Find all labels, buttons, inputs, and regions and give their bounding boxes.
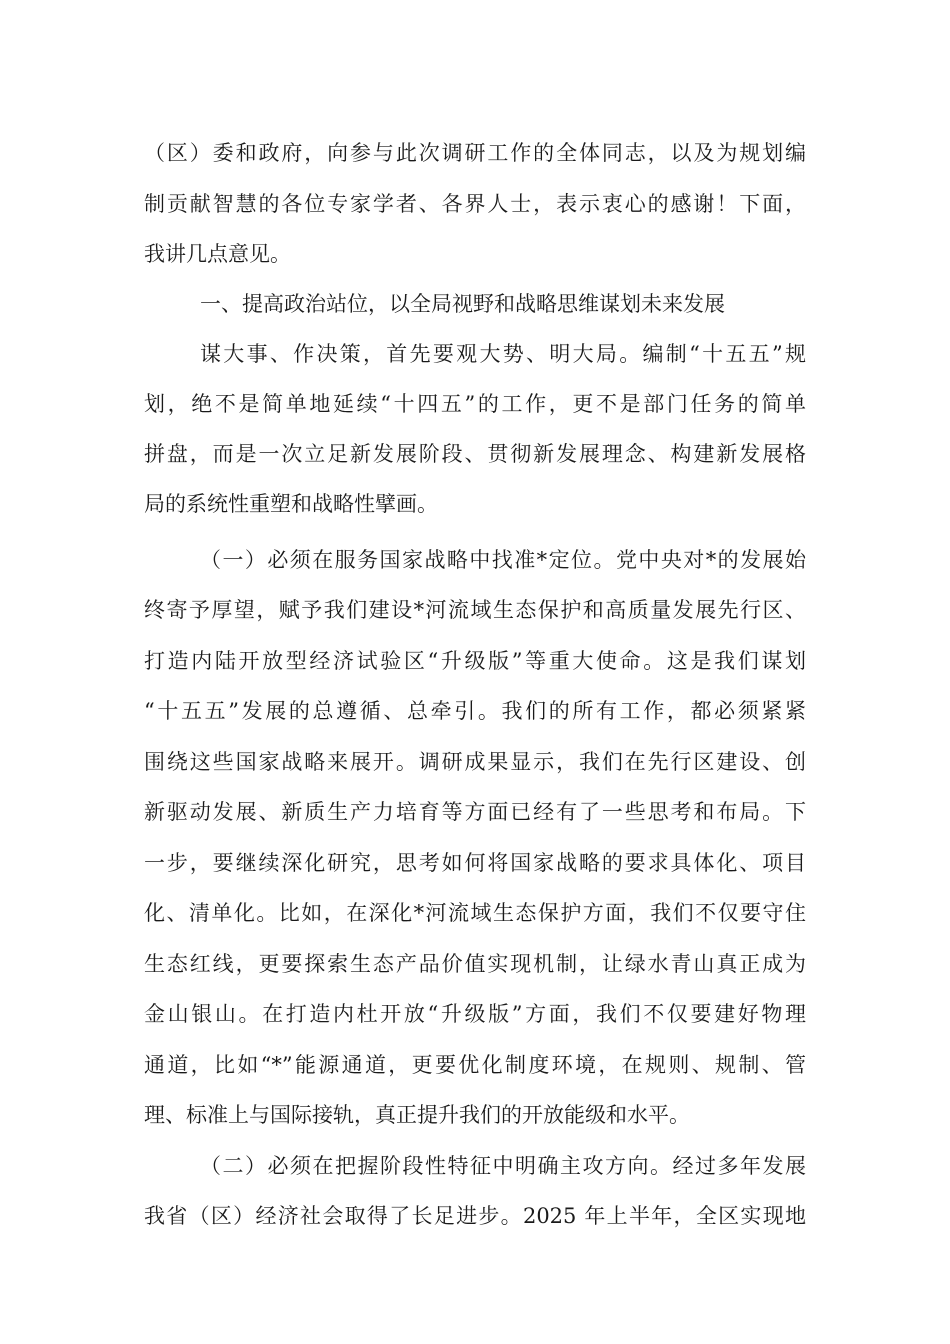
paragraph-line: （二）必须在把握阶段性特征中明确主攻方向。经过多年发展 xyxy=(200,1154,806,1178)
paragraph-line: 谋大事、作决策，首先要观大势、明大局。编制“十五五”规 xyxy=(200,342,806,366)
paragraph-line: 通道，比如“*”能源通道，更要优化制度环境，在规则、规制、管 xyxy=(144,1053,806,1077)
paragraph-line: 生态红线，更要探索生态产品价值实现机制，让绿水青山真正成为 xyxy=(144,952,806,976)
paragraph-line: 理、标准上与国际接轨，真正提升我们的开放能级和水平。 xyxy=(144,1103,690,1127)
paragraph-line: （区）委和政府，向参与此次调研工作的全体同志，以及为规划编 xyxy=(144,141,806,165)
paragraph-line: 划，绝不是简单地延续“十四五”的工作，更不是部门任务的简单 xyxy=(144,392,806,416)
paragraph-line: （一）必须在服务国家战略中找准*定位。党中央对*的发展始 xyxy=(200,548,806,572)
section-heading: 一、提高政治站位，以全局视野和战略思维谋划未来发展 xyxy=(200,292,725,316)
paragraph-line: 局的系统性重塑和战略性擘画。 xyxy=(144,492,438,516)
paragraph-line: 制贡献智慧的各位专家学者、各界人士，表示衷心的感谢！下面， xyxy=(144,192,806,216)
paragraph-line: 终寄予厚望，赋予我们建设*河流域生态保护和高质量发展先行区、 xyxy=(144,598,806,622)
paragraph-line: 化、清单化。比如，在深化*河流域生态保护方面，我们不仅要守住 xyxy=(144,901,806,925)
paragraph-line: 我讲几点意见。 xyxy=(144,242,291,266)
paragraph-line: 金山银山。在打造内杜开放“升级版”方面，我们不仅要建好物理 xyxy=(144,1002,806,1026)
paragraph-line: 拼盘，而是一次立足新发展阶段、贯彻新发展理念、构建新发展格 xyxy=(144,442,806,466)
paragraph-line: 我省（区）经济社会取得了长足进步。2025 年上半年，全区实现地 xyxy=(144,1204,806,1228)
paragraph-line: “十五五”发展的总遵循、总牵引。我们的所有工作，都必须紧紧 xyxy=(144,699,806,723)
paragraph-line: 围绕这些国家战略来展开。调研成果显示，我们在先行区建设、创 xyxy=(144,750,806,774)
paragraph-line: 打造内陆开放型经济试验区“升级版”等重大使命。这是我们谋划 xyxy=(144,649,806,673)
paragraph-line: 新驱动发展、新质生产力培育等方面已经有了一些思考和布局。下 xyxy=(144,800,806,824)
paragraph-line: 一步，要继续深化研究，思考如何将国家战略的要求具体化、项目 xyxy=(144,851,806,875)
